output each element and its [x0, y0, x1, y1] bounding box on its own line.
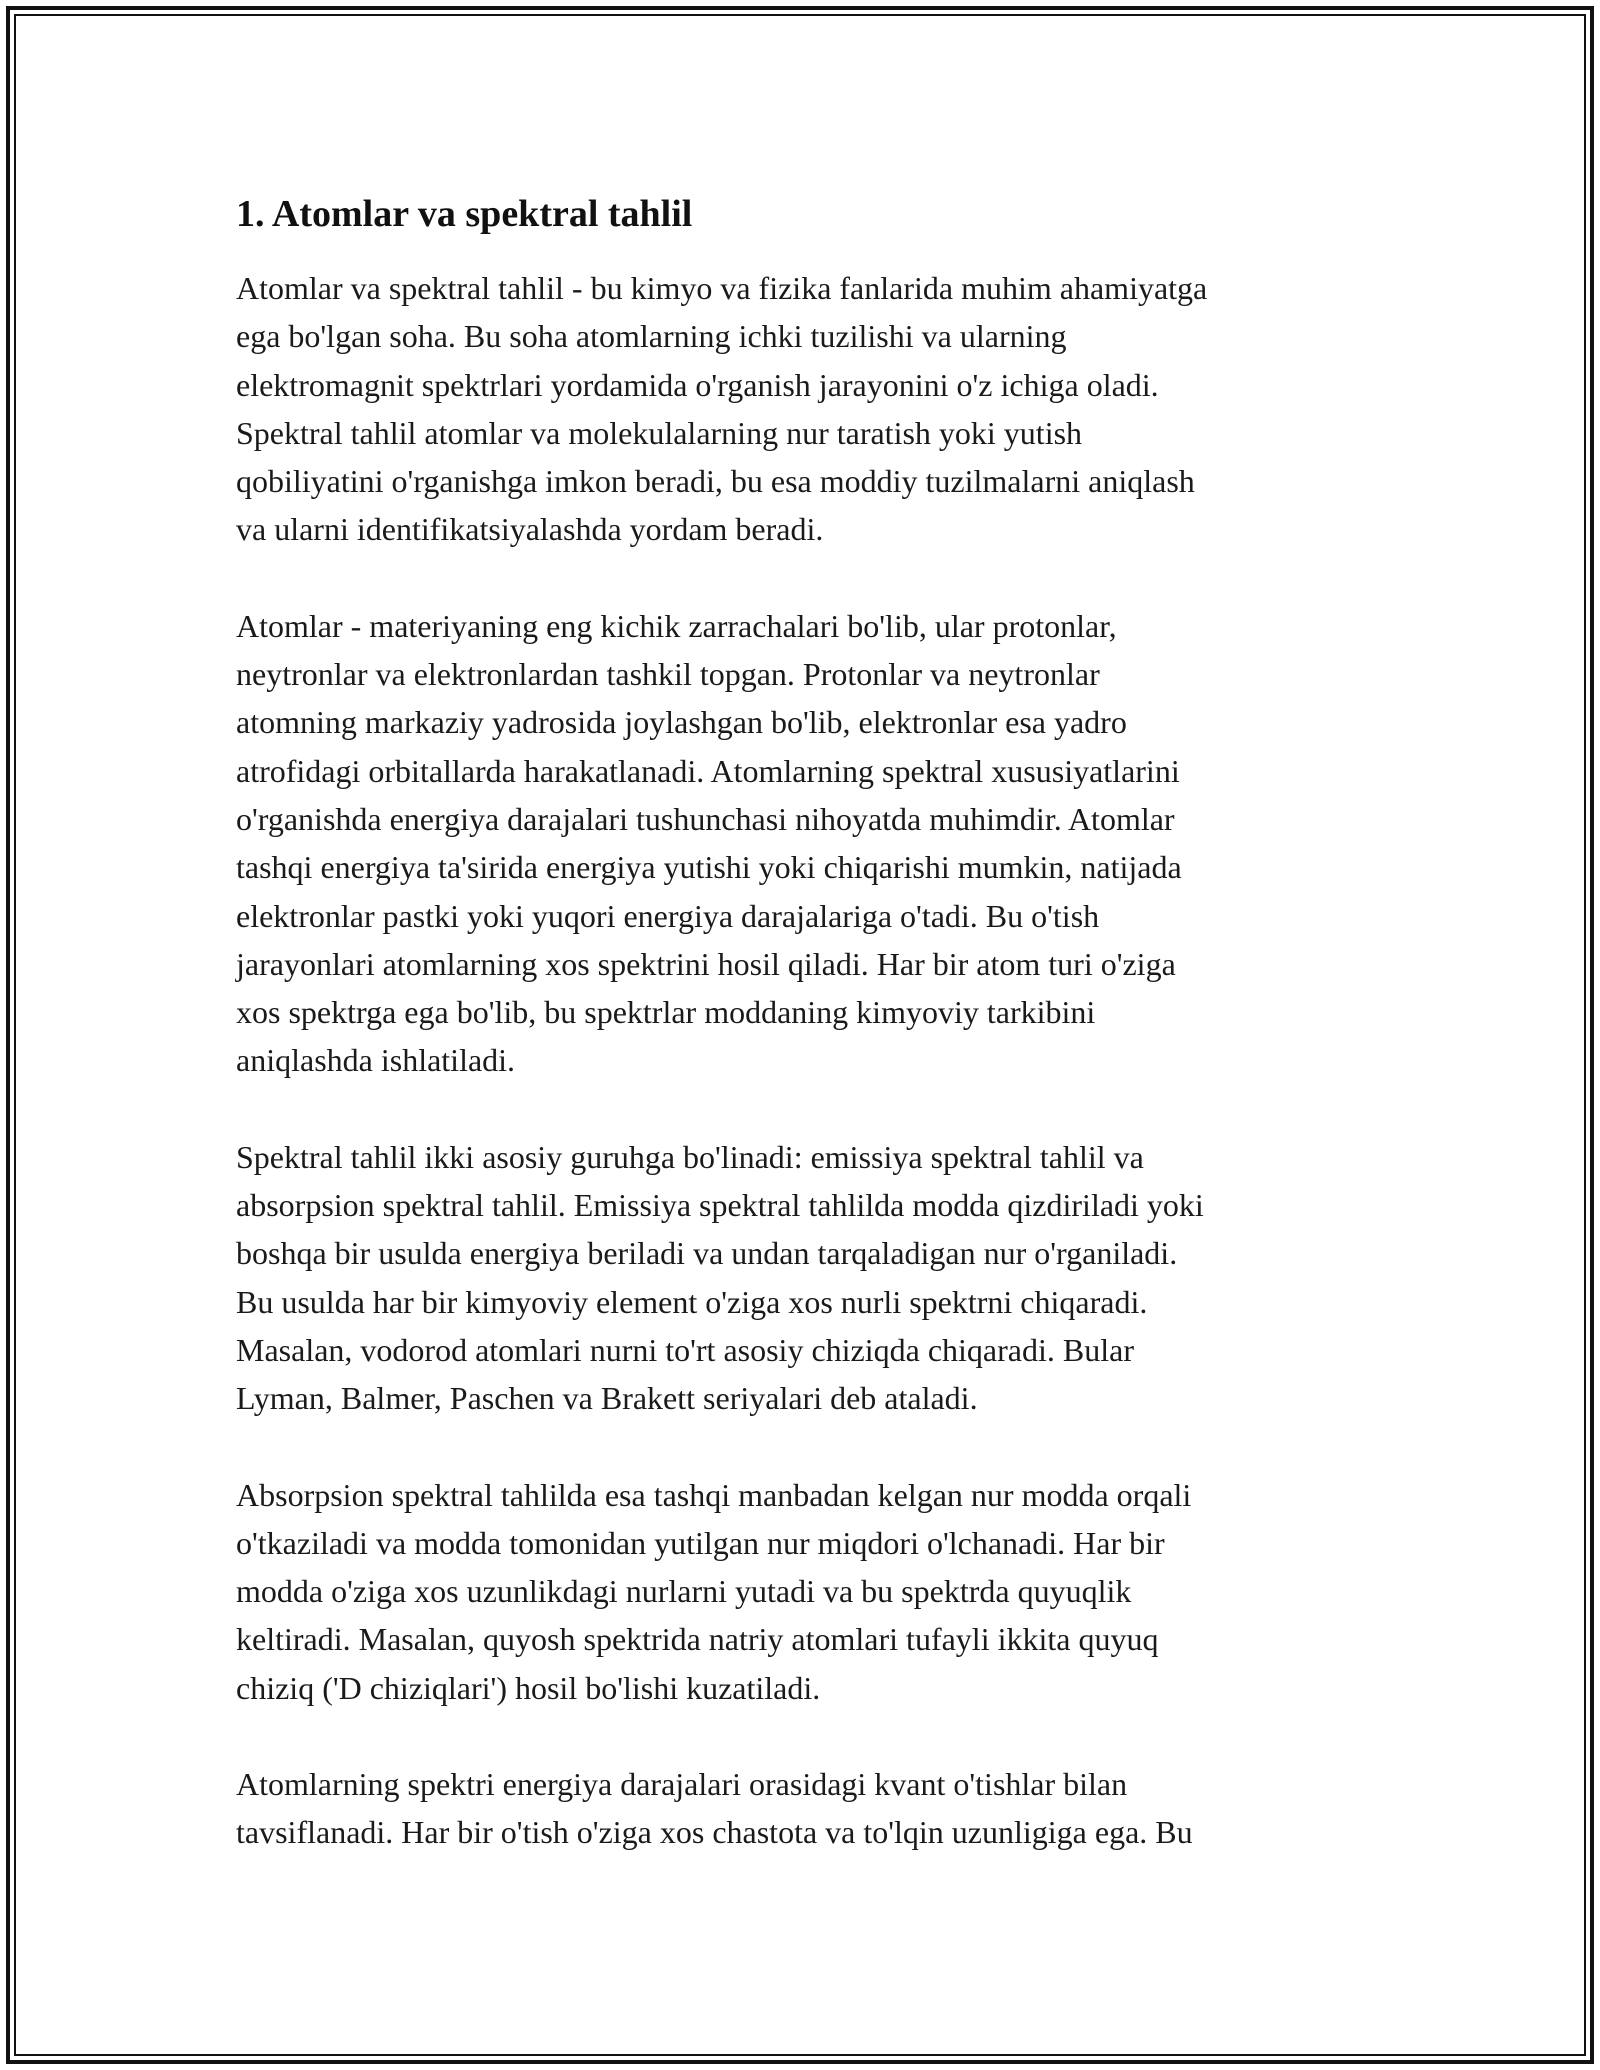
paragraph-line: qobiliyatini o'rganishga imkon beradi, bu esa moddiy tuzilmalarni aniqlash [236, 463, 1195, 500]
paragraph-line: chiziq ('D chiziqlari') hosil bo'lishi kuzatiladi. [236, 1669, 821, 1706]
paragraph-line: Masalan, vodorod atomlari nurni to'rt asosiy chiziqda chiqaradi. Bular [236, 1331, 1134, 1368]
paragraph-line: tavsiflanadi. Har bir o'tish o'ziga xos chastota va to'lqin uzunligiga ega. Bu [236, 1814, 1193, 1851]
paragraph-line: keltiradi. Masalan, quyosh spektrida natriy atomlari tufayli ikkita quyuq [236, 1621, 1159, 1658]
paragraph-3 [236, 1133, 1366, 1423]
paragraph-line: elektronlar pastki yoki yuqori energiya darajalariga o'tadi. Bu o'tish [236, 897, 1100, 934]
paragraph-line: modda o'ziga xos uzunlikdagi nurlarni yutadi va bu spektrda quyuqlik [236, 1573, 1132, 1610]
paragraph-line: Atomlar va spektral tahlil - bu kimyo va fizika fanlarida muhim ahamiyatga [236, 270, 1208, 306]
paragraph-line: xos spektrga ega bo'lib, bu spektrlar moddaning kimyoviy tarkibini [236, 994, 1096, 1031]
paragraph-line: elektromagnit spektrlari yordamida o'rganish jarayonini o'z ichiga oladi. [236, 366, 1159, 403]
paragraph-list [236, 264, 1366, 1857]
paragraph-line: Lyman, Balmer, Paschen va Brakett seriyalari deb ataladi. [236, 1380, 978, 1417]
document-content [236, 188, 1366, 1857]
paragraph-line: boshqa bir usulda energiya beriladi va undan tarqaladigan nur o'rganiladi. [236, 1235, 1178, 1272]
paragraph-line: Spektral tahlil ikki asosiy guruhga bo'linadi: emissiya spektral tahlil va [236, 1138, 1144, 1175]
paragraph-5 [236, 1760, 1366, 1857]
paragraph-line: Atomlarning spektri energiya darajalari orasidagi kvant o'tishlar bilan [236, 1766, 1128, 1803]
paragraph-line: tashqi energiya ta'sirida energiya yutishi yoki chiqarishi mumkin, natijada [236, 849, 1182, 886]
paragraph-line: Atomlar - materiyaning eng kichik zarrachalari bo'lib, ular protonlar, [236, 607, 1117, 644]
paragraph-line: neytronlar va elektronlardan tashkil topgan. Protonlar va neytronlar [236, 656, 1100, 693]
section-title: 1. Atomlar va spektral tahlil [236, 193, 693, 235]
paragraph-4 [236, 1471, 1366, 1712]
paragraph-line: o'tkaziladi va modda tomonidan yutilgan nur miqdori o'lchanadi. Har bir [236, 1524, 1165, 1561]
paragraph-line: absorpsion spektral tahlil. Emissiya spektral tahlilda modda qizdiriladi yoki [236, 1187, 1204, 1224]
paragraph-line: atrofidagi orbitallarda harakatlanadi. Atomlarning spektral xususiyatlarini [236, 752, 1180, 789]
paragraph-line: Spektral tahlil atomlar va molekulalarning nur taratish yoki yutish [236, 414, 1083, 451]
paragraph-line: Bu usulda har bir kimyoviy element o'ziga xos nurli spektrni chiqaradi. [236, 1283, 1148, 1320]
paragraph-line: atomning markaziy yadrosida joylashgan bo'lib, elektronlar esa yadro [236, 704, 1127, 741]
paragraph-line: ega bo'lgan soha. Bu soha atomlarning ichki tuzilishi va ularning [236, 318, 1067, 355]
paragraph-line: o'rganishda energiya darajalari tushunchasi nihoyatda muhimdir. Atomlar [236, 800, 1175, 837]
paragraph-line: jarayonlari atomlarning xos spektrini hosil qiladi. Har bir atom turi o'ziga [236, 945, 1176, 982]
paragraph-line: aniqlashda ishlatiladi. [236, 1042, 516, 1079]
paragraph-line: Absorpsion spektral tahlilda esa tashqi manbadan kelgan nur modda orqali [236, 1476, 1192, 1513]
paragraph-line: va ularni identifikatsiyalashda yordam beradi. [236, 511, 824, 548]
paragraph-2 [236, 602, 1366, 1085]
paragraph-1 [236, 264, 1366, 554]
